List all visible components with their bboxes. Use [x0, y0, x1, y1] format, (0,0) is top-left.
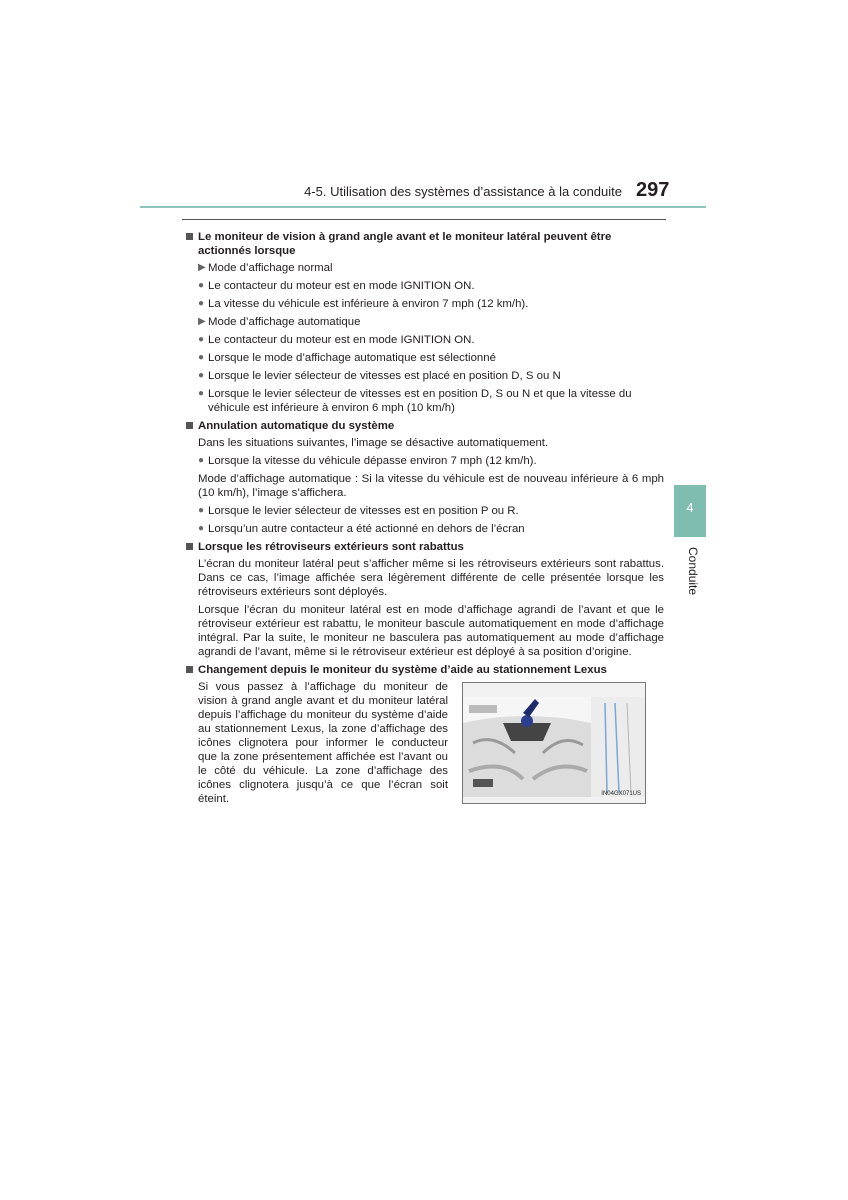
circle-bullet-icon: ● — [198, 455, 205, 466]
paragraph: Lorsque l’écran du moniteur latéral est en mode d’affichage agrandi de l’avant et que le rétroviseur extérieur est rabattu, le moniteur bascule automatiquement en mode d’affichage intégral. Par la suite, le moniteur ne basculera pas automatiquement au mode d’affichage agrandi de l’avant, même si le rétroviseur extérieur est déployé à sa position d’origine. — [198, 604, 664, 658]
circle-bullet-icon: ● — [198, 370, 205, 381]
list-item-text: Mode d’affichage normal — [208, 262, 333, 274]
page-content — [186, 228, 664, 806]
figure-code: IN04GX071US — [601, 791, 641, 797]
list-item-text: Lorsqu’un autre contacteur a été actionné en dehors de l’écran — [208, 523, 525, 535]
heading-text: Annulation automatique du système — [198, 420, 395, 432]
list-item-text: Le contacteur du moteur est en mode IGNITION ON. — [208, 334, 475, 346]
list-item-text: La vitesse du véhicule est inférieure à environ 7 mph (12 km/h). — [208, 298, 529, 310]
list-item — [198, 333, 664, 347]
section-heading — [186, 419, 664, 433]
list-item-text: Le contacteur du moteur est en mode IGNITION ON. — [208, 280, 475, 292]
list-item — [198, 454, 664, 468]
square-bullet-icon — [186, 543, 193, 550]
paragraph: L’écran du moniteur latéral peut s’afficher même si les rétroviseurs extérieurs sont rabattus. Dans ce cas, l’image affichée sera légèrement différente de celle présentée lorsque les rétroviseurs extérieurs sont déployés. — [198, 558, 664, 598]
chapter-tab: 4 — [674, 485, 706, 537]
circle-bullet-icon: ● — [198, 298, 205, 309]
list-item-text: Lorsque le levier sélecteur de vitesses est en position D, S ou N et que la vitesse du véhicule est inférieure à environ 6 mph (10 km/h) — [208, 388, 632, 414]
running-header-title: 4-5. Utilisation des systèmes d’assistance à la conduite — [304, 184, 622, 199]
monitor-screen-image — [463, 683, 645, 803]
list-item — [198, 279, 664, 293]
square-bullet-icon — [186, 666, 193, 673]
header-divider — [140, 206, 706, 208]
list-item — [198, 387, 664, 415]
paragraph: Si vous passez à l’affichage du moniteur de vision à grand angle avant et du moniteur latéral depuis l’affichage du moniteur du système d’aide au stationnement Lexus, la zone d’affichage des icônes clignotera pour informer le conducteur que la zone présentement affichée est l’avant ou le côté du véhicule. La zone d’affichage des icônes clignotera jusqu’à ce que l’écran soit éteint. — [198, 681, 448, 805]
circle-bullet-icon: ● — [198, 388, 205, 399]
square-bullet-icon — [186, 422, 193, 429]
list-item-text: Lorsque le levier sélecteur de vitesses est placé en position D, S ou N — [208, 370, 561, 382]
circle-bullet-icon: ● — [198, 523, 205, 534]
page-number: 297 — [636, 179, 670, 201]
heading-text: Le moniteur de vision à grand angle avant et le moniteur latéral peuvent être actionnés lorsque — [198, 231, 612, 257]
triangle-bullet-icon: ▶ — [198, 316, 206, 327]
heading-text: Changement depuis le moniteur du système d’aide au stationnement Lexus — [198, 664, 607, 676]
list-item — [198, 351, 664, 365]
paragraph: Dans les situations suivantes, l’image se désactive automatiquement. — [198, 437, 549, 449]
list-item — [198, 369, 664, 383]
section-heading — [186, 230, 664, 258]
heading-text: Lorsque les rétroviseurs extérieurs sont rabattus — [198, 541, 464, 553]
header-thin-rule — [182, 219, 666, 220]
list-item-text: Lorsque le mode d’affichage automatique est sélectionné — [208, 352, 496, 364]
text-with-figure — [198, 680, 664, 806]
paragraph: Mode d’affichage automatique : Si la vitesse du véhicule est de nouveau inférieure à 6 mph (10 km/h), l’image s’affichera. — [198, 473, 664, 499]
list-item — [198, 261, 664, 275]
section-heading — [186, 663, 664, 677]
circle-bullet-icon: ● — [198, 334, 205, 345]
monitor-screen-illustration — [462, 682, 646, 804]
circle-bullet-icon: ● — [198, 280, 205, 291]
list-item — [198, 297, 664, 311]
circle-bullet-icon: ● — [198, 352, 205, 363]
list-item — [198, 504, 664, 518]
list-item-text: Mode d’affichage automatique — [208, 316, 361, 328]
square-bullet-icon — [186, 233, 193, 240]
list-item-text: Lorsque la vitesse du véhicule dépasse environ 7 mph (12 km/h). — [208, 455, 537, 467]
triangle-bullet-icon: ▶ — [198, 262, 206, 273]
chapter-label: Conduite — [686, 547, 700, 596]
section-heading — [186, 540, 664, 554]
list-item-text: Lorsque le levier sélecteur de vitesses est en position P ou R. — [208, 505, 519, 517]
circle-bullet-icon: ● — [198, 505, 205, 516]
list-item — [198, 522, 664, 536]
list-item — [198, 315, 664, 329]
